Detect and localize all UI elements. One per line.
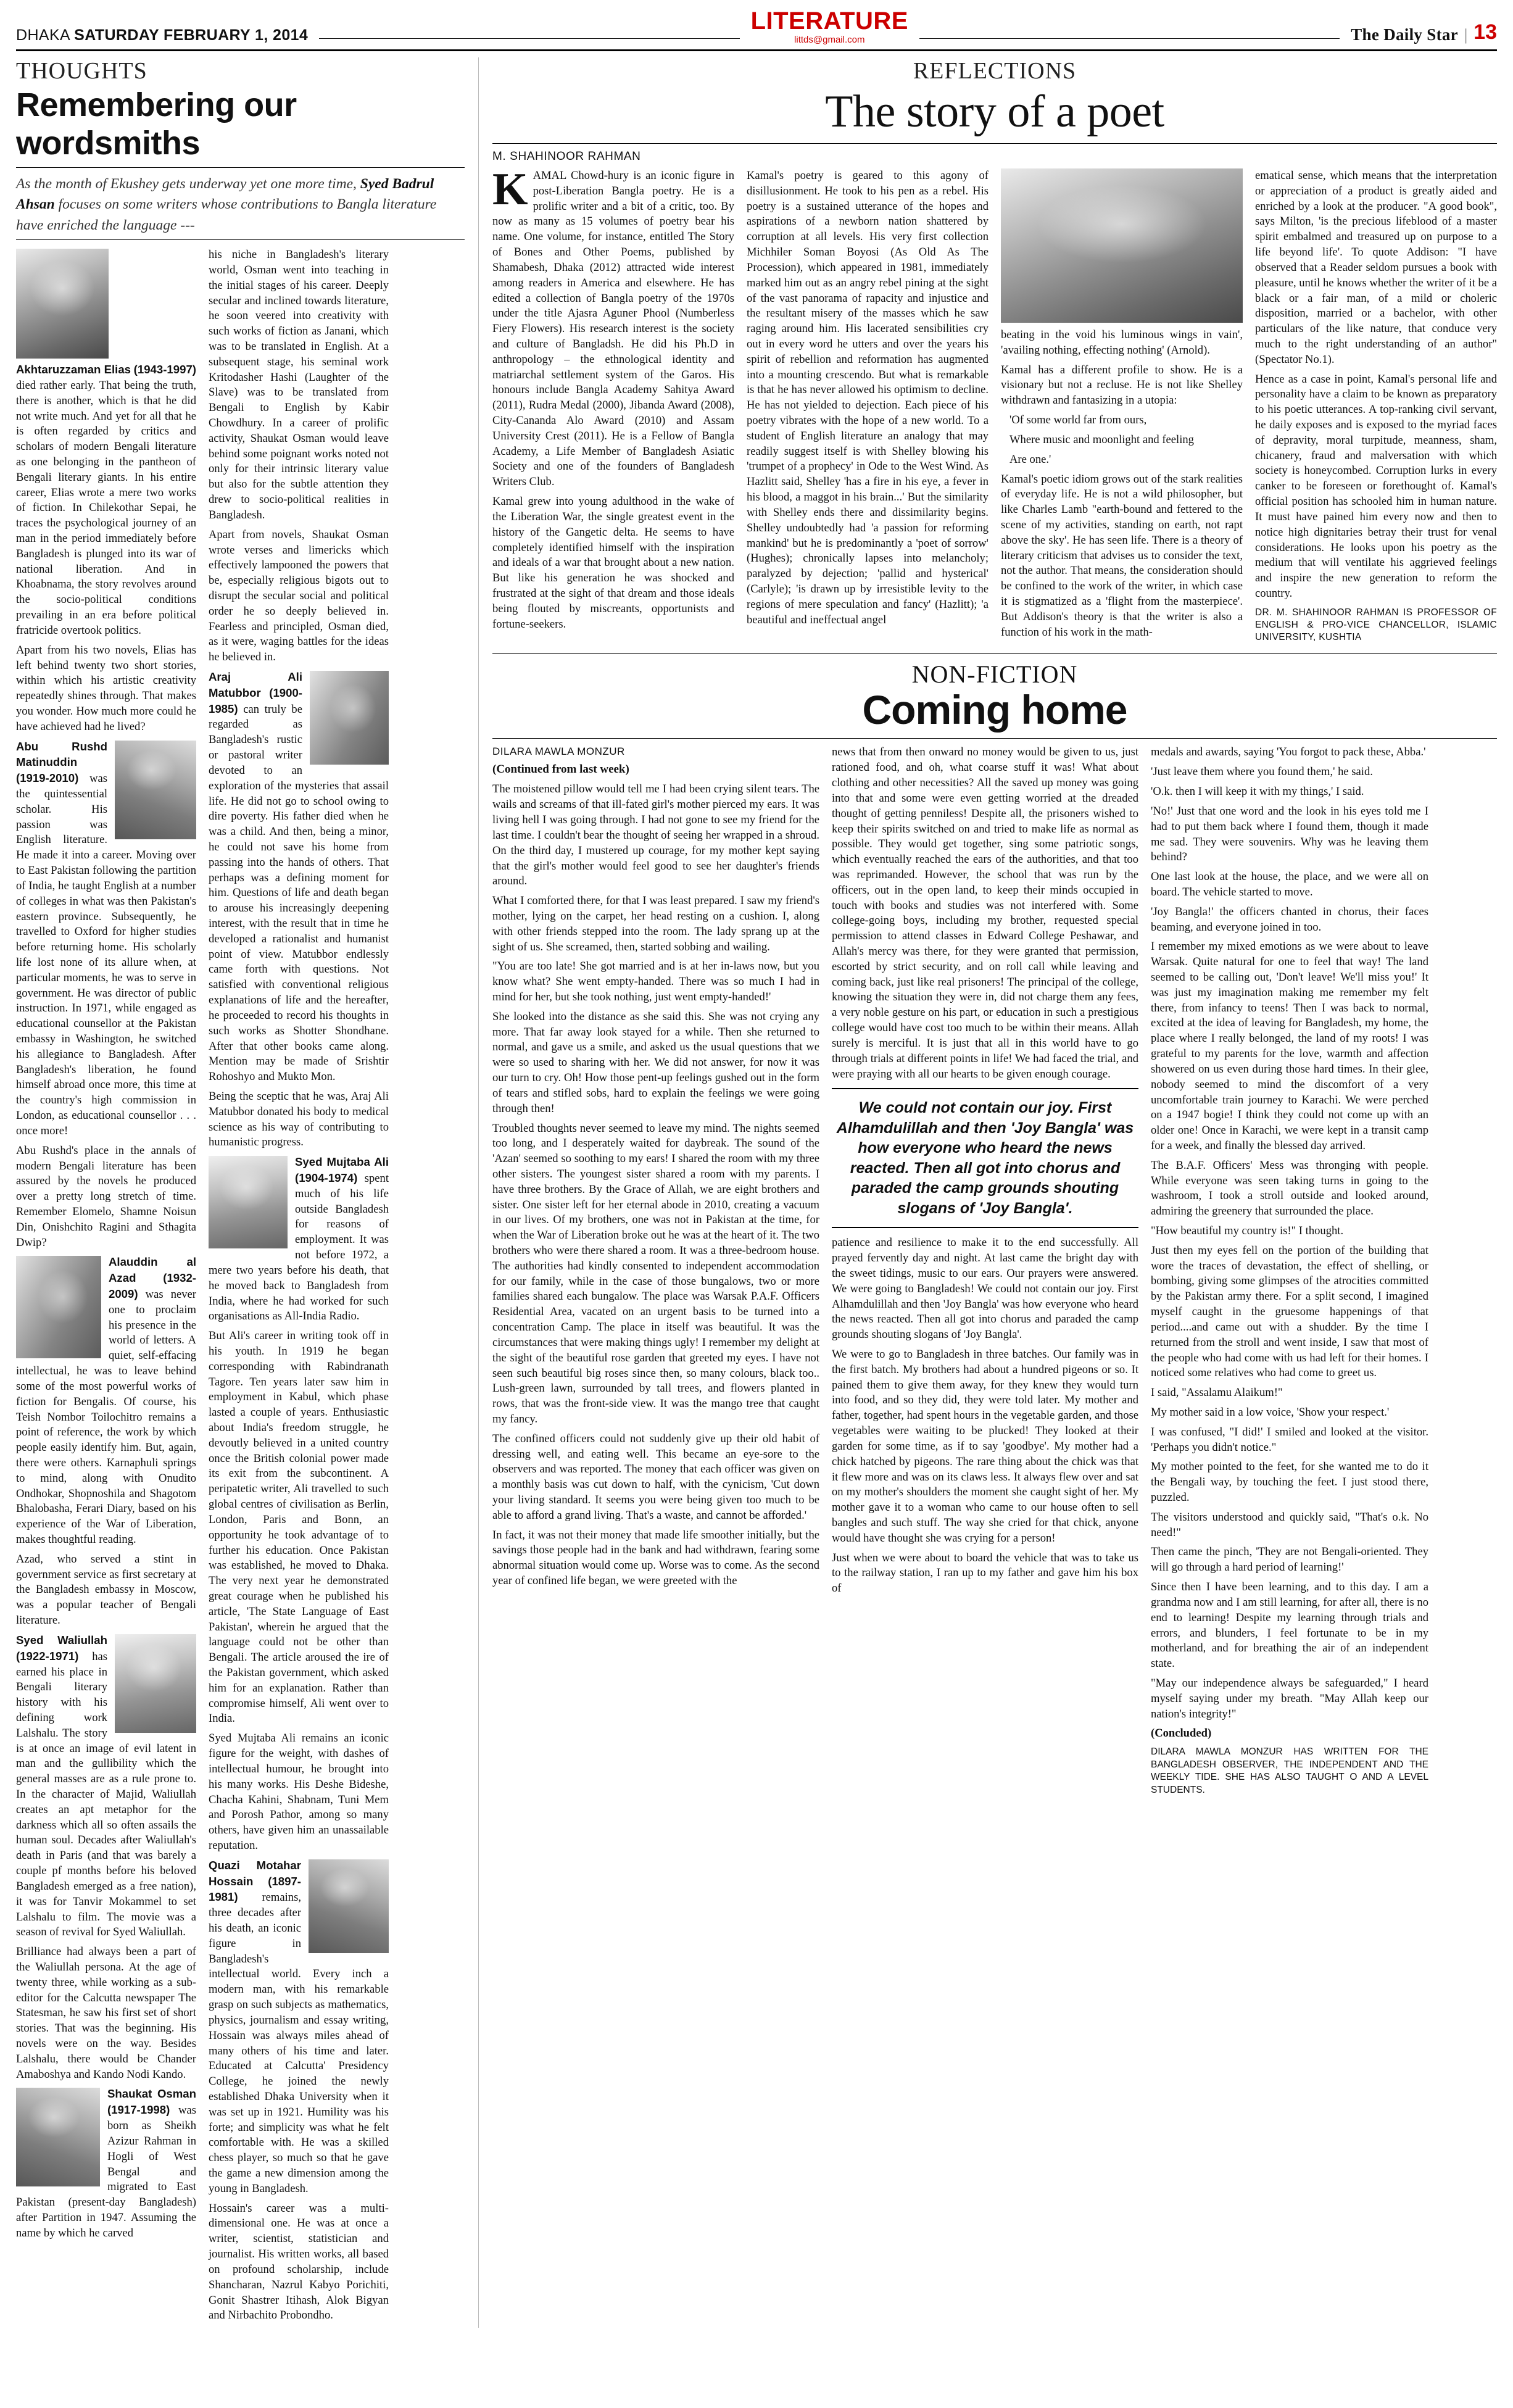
portrait-shaukat-osman (16, 2088, 100, 2186)
portrait-araj-ali-matubbor (310, 671, 389, 765)
thoughts-headline: Remembering our wordsmiths (16, 86, 297, 162)
nonfiction-c3-p13: I was confused, "I did!' I smiled and looked at the visitor. 'Perhaps you didn't notice." (1151, 1425, 1428, 1454)
reflections-c1-p2: Kamal grew into young adulthood in the wake of the Liberation War, the single greatest event in the history of the Gangetic delta. He seems to have completely identified himself with the inspiration and ideals of a war that brought about a new nation. But like his generation he was shocked and frustrated at the sight of that dream and those ideals being flouted by miscreants, opportunists and fortune-seekers. (492, 495, 734, 631)
nonfiction-c3-p15: The visitors understood and quickly said, "That's o.k. No need!" (1151, 1510, 1428, 1539)
nonfiction-c2-p1: news that from then onward no money would be given to us, just rationed food, and oh, what coarse stuff it was! What about clothing and other necessities? All the saved up money was going into that and some were even getting worried at the dreaded thought of getting penniless! Despite all, the prisoners wished to keep their spirits switched on and tried to make life as normal as possible. They would get together, sing some patriotic songs, which eventually reached the ears of the authorities, and that too was reprimanded. However, the school that was run by the officers, out in the open land, to keep their minds occupied in touch with books and studies was not interfered with. Some college-going boys, including my brother, requested special permission to attend classes in Edward College Peshawar, and Allah's mercy was there, for they were granted that permission, escorted by strict security, and on roll call while leaving and coming back, just like real prisoners! The principal of the college, knowing the situation they were in, did not charge them any fees, a very noble gesture on his part, or education in such a prestigious college would have cost too much to be within their means. Allah surely is merciful. It is just that all in this world have to go through trials at different points in life! We had faced the trial, and were praying with all our hearts to be given enough courage. (832, 745, 1138, 1081)
portrait-kamal-chowdhury (1001, 168, 1243, 323)
masthead (16, 0, 1497, 44)
masthead-rule-right (919, 38, 1340, 39)
thoughts-c2-p5: spent much of his life outside Bangladesh for reasons of employment. It was not before 1972, a mere two years before his death, that he moved back to Bangladesh from India, where he had worked for such organisations as All-India Radio. (209, 1172, 389, 1323)
masthead-divider (16, 49, 1497, 51)
reflections-column-3 (1001, 168, 1243, 644)
page-number: 13 (1474, 20, 1497, 44)
nonfiction-c3-p5: One last look at the house, the place, and we were all on board. The vehicle started to move. (1151, 870, 1428, 899)
nonfiction-c3-p4: 'No!' Just that one word and the look in his eyes told me I had to put them back where I found them, though it made me sad. They were souvenirs. Why was he leaving them behind? (1151, 804, 1428, 864)
thoughts-c1-p5: was never one to proclaim his presence in the world of letters. A quiet, self-effacing intellectual, he was to leave behind some of the most powerful works of fiction for Bengalis. Of course, his Teish Nombor Toilochitro remains a point of reference, the work by which people easily identify him. But, again, there were others. Karnaphuli springs to mind, along with Onudito Ondhokar, Shopnoshila and Shagotom Bhalobasha, Ferari Diary, based on his experience of the War of Liberation, makes thoughtful reading. (16, 1288, 196, 1547)
standfirst-pre: As the month of Ekushey gets underway yet one more time, (16, 176, 360, 192)
reflections-kicker: REFLECTIONS (913, 58, 1077, 84)
masthead-section-block (751, 9, 908, 44)
writer-name-mujtaba-ali: Syed Mujtaba Ali (295, 1155, 389, 1169)
writer-name-waliullah: Syed Waliullah (16, 1633, 107, 1646)
thoughts-c1-p1: died rather early. That being the truth, there is another, which is that he did not write much. And yet for all that he is often regarded by critics and scholars of modern Bengali literature as one belonging in the pantheon of Bengali literary giants. In his entire career, Elias wrote a mere two works of fiction. In Chilekothar Sepai, he traces the psychological journey of an man in the period immediately before Bangladesh is plunged into its war of national liberation. And in Khoabnama, the story revolves around the socio-political conditions prevailing in an era before political fratricide overtook politics. (16, 378, 196, 637)
thoughts-kicker: THOUGHTS (16, 58, 147, 84)
reflections-c2-p1: Kamal's poetry is geared to this agony of disillusionment. He took to his pen as a rebel. His poetry is a sustained utterance of the hopes and aspirations of a newborn nation shattered by corruption at all levels. His very first collection Michhiler Soman Boyosi (As Old As The Procession), which appeared in 1981, immediately marked him out as an angry rebel pining at the sight of the vast panorama of rapacity and injustice and the resultant misery of the masses which he saw raging around him. His lacerated sensibilities cry out in every word he utters and over the years his spirit of rebellion and reformation has augmented into a mounting crescendo. But what is remarkable is that he has never allowed his optimism to decline. He has not yielded to dejection. Each piece of his poetry vibrates with the hope of a new world. To a student of English literature an analogy that may readily suggest itself is with Shelley blowing his 'trumpet of a prophecy' in Ode to the West Wind. As Hazlitt said, Shelley 'has a fire in his eye, a fever in his blood, a maggot in his brain...' But the similarity with Shelley ends there and dissimilarity begins. Shelley undoubtedly had 'a passion for reforming mankind' but he is predominantly a 'poet of sorrow' (Hughes); chronically lapses into melancholy; paralyzed by dejection; 'pallid and hysterical' (Carlyle); 'is drawn up by irresistible levity to the regions of mere speculation and fancy' (Hazlitt); 'a beautiful and ineffectual angel (747, 169, 989, 626)
column-gap-4 (1243, 168, 1255, 644)
reflections-headline: The story of a poet (825, 86, 1164, 137)
portrait-akhtaruzzaman-elias (16, 249, 109, 359)
reflections-c3-p2: Kamal has a different profile to show. He is a visionary but not a recluse. He is not like Shelley withdrawn and fantasizing in a utopia: (1001, 363, 1243, 407)
masthead-section-title: LITERATURE (750, 7, 908, 35)
reflections-quote-line-3: Are one.' (1009, 452, 1051, 466)
column-gap-3 (989, 168, 1001, 644)
portrait-alauddin-al-azad (16, 1256, 101, 1358)
masthead-brand-block (1351, 20, 1497, 44)
reflections-c1-p1: KAMAL Chowd-hury is an iconic figure in post-Liberation Bangla poetry. He is a prolific writer and a bit of a critic, too. By now as many as 15 volumes of poetry bear his name. One volume, for instance, entitled The Story of Bones and Other Poems, published by Shamabesh, Dhaka (2012) attracted wide interest among readers in America and elsewhere. He has edited a collection of Bangla poetry of the 1970s under the title Ajasra Aguner Phool (Numberless Fiery Flowers). His research interest is the society and culture of Bangladsh. He did his Ph.D in anthropology – the ethnological identity and matriarchal settlement system of the Garos. His honours include Bangla Academy Sahitya Award (2011), Rudra Medal (2000), Jibanda Award (2008), City-Cananda Alo Award (2010) and Assam University Crest (2011). He is a Fellow of Bangla Academy, a Life Member of Bangladesh Asiatic Society and one of the founders of Bangladesh Writers Club. (492, 164, 734, 489)
nonfiction-c2-p2: patience and resilience to make it to the end successfully. All prayed fervently day and night. At last came the bright day with the sweet tidings, music to our ears. Our prayers were answered. We were going to Bangladesh! We could not contain our joy. First Alhamdulillah and then 'Joy Bangla' was how everyone who heard the news reacted. Then all got into chorus and paraded the camp grounds shouting slogans of 'Joy Bangla'. (832, 1236, 1138, 1342)
nonfiction-continued-note: (Continued from last week) (492, 763, 629, 776)
nonfiction-byline: DILARA MAWLA MONZUR (492, 745, 625, 758)
nonfiction-column-2 (832, 745, 1138, 1796)
thoughts-c1-p9: was born as Sheikh Azizur Rahman in Hogli of West Bengal and migrated to East Pakistan (present-day Bangladesh) after Partition in 1947. Assuming the name by which he carved (16, 2104, 196, 2240)
thoughts-standfirst (16, 174, 465, 236)
writer-years-azad: (1932-2009) (109, 1271, 196, 1301)
standfirst-post: focuses on some writers whose contributions to Bangla literature have enriched the language --- (16, 196, 437, 233)
right-column-block (492, 57, 1497, 2328)
reflections-column-1 (492, 164, 734, 644)
thoughts-c2-p4: Being the sceptic that he was, Araj Ali Matubbor donated his body to medical science as his way of contributing to humanistic progress. (209, 1089, 389, 1149)
writer-name-elias: Akhtaruzzaman Elias (16, 363, 131, 376)
nonfiction-headline: Coming home (862, 687, 1127, 733)
writer-name-azad: Alauddin al Azad (109, 1255, 196, 1285)
nonfiction-c3-p9: "How beautiful my country is!" I thought. (1151, 1224, 1344, 1237)
nonfiction-column-3 (1151, 745, 1428, 1796)
reflections-c4-p1: ematical sense, which means that the interpretation or appreciation of a product is greatly aided and enriched by a look at the producer. "A good book", says Milton, 'is the precious lifeblood of a master spirit embalmed and treasured up on purpose to a life beyond life'. To quote Addison: "I have observed that a Reader seldom pursues a book with pleasure, until he knows whether the writer of it be a black or a fair man, of a mild or choleric disposition, married or a bachelor, with other particulars of the like nature, that conduce very much to the right understanding of an author" (Spectator No.1). (1255, 169, 1497, 366)
writer-years-hossain: (1897-1981) (209, 1874, 301, 1904)
nonfiction-concluded-note: (Concluded) (1151, 1727, 1212, 1740)
masthead-separator: | (1464, 26, 1468, 44)
writer-years-elias: (1943-1997) (133, 363, 196, 376)
masthead-brand: The Daily Star (1351, 25, 1458, 44)
nonfiction-c1-p7: In fact, it was not their money that made life smoother initially, but the savings those people had in the bank and had withdrawn, fearing some abnormal situation would come up. Worse was to come. As the second year of confined life began, we were greeted with the (492, 1528, 819, 1588)
writer-years-mujtaba-ali: (1904-1974) (295, 1171, 358, 1185)
portrait-abu-rushd-matinuddin (115, 741, 196, 839)
writer-years-matubbor: (1900-1985) (209, 686, 302, 715)
masthead-email: littds@gmail.com (794, 35, 865, 45)
thoughts-c2-p8: remains, three decades after his death, an iconic figure in Bangladesh's intellectual world. Every inch a modern man, with his remarkable grasp on such subjects as mathematics, physics, journalism and essay writing, Hossain was always miles ahead of many others of his time and later. Educated at Calcutta' Presidency College, he joined the newly established Dhaka University when it was set up in 1921. Humility was his forte; and simplicity was what he felt comfortable with. He was a skilled chess player, so much so that he gave the game a new dimension among the young in Bangladesh. (209, 1891, 389, 2195)
reflections-author-credit: DR. M. SHAHINOOR RAHMAN IS PROFESSOR OF ENGLISH & PRO-VICE CHANCELLOR, ISLAMIC UNIVERSITY, KUSHTIA (1255, 607, 1497, 643)
nonfiction-c3-p6: 'Joy Bangla!' the officers chanted in chorus, their faces beaming, and everyone joined in too. (1151, 905, 1428, 934)
writer-years-osman: (1917-1998) (107, 2103, 170, 2117)
article-thoughts (16, 57, 465, 2328)
nonfiction-c3-p8: The B.A.F. Officers' Mess was thronging with people. While everyone was seen taking turns in going to the washroom, I took a stroll outside and looked around, admiring the greenery that surrounded the place. (1151, 1158, 1428, 1218)
reflections-c3-p1: beating in the void his luminous wings in vain', 'availing nothing, effecting nothing' (Arnold). (1001, 328, 1243, 357)
nonfiction-c3-p12: My mother said in a low voice, 'Show your respect.' (1151, 1405, 1390, 1419)
writer-name-matubbor: Araj Ali Matubbor (209, 670, 302, 699)
nonfiction-c1-p2: What I comforted there, for that I was least prepared. I saw my friend's mother, lying on the carpet, her head resting on a cushion. I, along with other friends stepped into the room. The lady sprang up at the sight of us. She screamed, then, started sobbing and wailing. (492, 894, 819, 953)
column-gap-2 (734, 168, 747, 644)
article-reflections (492, 57, 1497, 644)
nonfiction-c3-p16: Then came the pinch, 'They are not Bengali-oriented. They will go through a hard period of learning!' (1151, 1545, 1428, 1574)
column-gap-1 (196, 247, 209, 2328)
masthead-dateline (16, 27, 308, 44)
thoughts-c2-p7: Syed Mujtaba Ali remains an iconic figure for the weight, with dashes of intellectual humour, he brought into his many works. His Deshe Bideshe, Chacha Kahini, Shabnam, Tuni Mem and Porosh Pathor, among so many others, have given him an unassailable reputation. (209, 1732, 389, 1852)
nonfiction-c2-p4: Just when we were about to board the vehicle that was to take us to the railway station, I ran up to my father and gave him his box of (832, 1551, 1138, 1595)
portrait-syed-waliullah (115, 1634, 196, 1733)
nonfiction-c3-p10: Just then my eyes fell on the portion of the building that wore the traces of devastation, the effect of shelling, or bombing, giving some glimpses of the atrocities committed by the Pakistan army there. For a split second, I imagined myself caught in the gruesome happenings of that period....and came out with a shudder. By the time I returned from the stroll and went inside, I saw that most of the people who had come with us had left for their homes. I noticed some relatives who had come to greet us. (1151, 1243, 1428, 1380)
writer-name-matinuddin: Abu Rushd Matinuddin (16, 739, 107, 769)
nonfiction-c1-p6: The confined officers could not suddenly give up their old habit of dressing well, and eating well. This became an eye-sore to the observers and was reported. The money that each officer was given on a monthly basis was cut down to half, with the cynicism, 'Cut down your living standard. It seems you were being given too much to be able to afford a grand living. That's a waste, and cannot be afforded.' (492, 1432, 819, 1522)
nonfiction-column-1 (492, 745, 819, 1796)
thoughts-columns (16, 247, 465, 2328)
thoughts-c2-p3: can truly be regarded as Bangladesh's rustic or pastoral writer devoted to an exploration of the mysteries that assail life. He did not go to school owing to dire poverty. His father died when he was a child. And then, being a minor, he could not save his home from passing into the hands of others. That perhaps was a defining moment for him. Questions of life and death began to arouse his increasingly deepening interest, with the result that in time he developed a rationalist and humanist point of view. Matubbor endlessly came forth with questions. Not satisfied with conventional religious explanations of life and the hereafter, he proceeded to record his thoughts in such works as Shotter Shondhane. After that other books came along. Mention may be made of Srishtir Rohoshyo and Mukto Mon. (209, 702, 389, 1084)
standfirst-author: Syed Badrul Ahsan (16, 176, 434, 213)
thoughts-column-2 (209, 247, 389, 2328)
nonfiction-c3-p1: medals and awards, saying 'You forgot to pack these, Abba.' (1151, 745, 1426, 759)
writer-years-matinuddin: (1919-2010) (16, 771, 79, 785)
thoughts-column-1 (16, 247, 196, 2328)
writer-years-waliullah: (1922-1971) (16, 1649, 79, 1663)
reflections-divider (492, 143, 1497, 144)
reflections-columns (492, 164, 1497, 644)
vertical-divider (478, 57, 479, 2328)
thoughts-c1-p4: Abu Rushd's place in the annals of modern Bengali literature has been assured by the novels he produced over a pretty long stretch of time. Remember Elomelo, Shamne Noisun Din, Onishchito Ragini and Sthagita Dwip? (16, 1144, 196, 1249)
thoughts-c2-p9: Hossain's career was a multi-dimensional one. He was at once a writer, scientist, statistician and journalist. His written works, all based on profound scholarship, include Shancharan, Nazrul Kabyo Porichiti, Gonit Shastrer Itihash, Alok Bigyan and Nirbachito Probondho. (209, 2201, 389, 2322)
nonfiction-c3-p18: "May our independence always be safeguarded," I heard myself saying under my breath. "May Allah keep our nation's integrity!" (1151, 1676, 1428, 1721)
article-nonfiction (492, 660, 1497, 1796)
nonfiction-c3-p14: My mother pointed to the feet, for she wanted me to do it the Bengali way, by touching the feet. I just stood there, puzzled. (1151, 1460, 1428, 1504)
thoughts-c2-p6: But Ali's career in writing took off in his youth. In 1919 he began corresponding with Rabindranath Tagore. Ten years later saw him in employment in Kabul, which phase lasted a couple of years. Enthusiastic about India's freedom struggle, he devoutly believed in a united country once the British colonial power made its exit from the subcontinent. A peripatetic writer, Ali travelled to such global centres of civilisation as Berlin, London, Paris and Bonn, an opportunity he took advantage of to further his education. Once Pakistan was established, he moved to Dhaka. The very next year he demonstrated great courage when he published his article, 'The State Language of East Pakistan', wherein he argued that the language could not be other than Bengali. The article aroused the ire of the Pakistan government, which asked him for an explanation. Rather than compromise himself, Ali went over to India. (209, 1329, 389, 1725)
reflections-quote-line-1: 'Of some world far from ours, (1009, 413, 1147, 427)
nonfiction-c3-p17: Since then I have been learning, and to this day. I am a grandma now and I am still learning, for after all, there is no end to learning! Despite my learning through trials and errors, and blunders, I feel fortunate to be in my motherland, and for breathing the air of an independent state. (1151, 1580, 1428, 1671)
masthead-rule-left (319, 38, 739, 39)
nonfiction-divider (492, 738, 1497, 739)
nonfiction-c1-p5: Troubled thoughts never seemed to leave my mind. The nights seemed too long, and I desperately waited for daybreak. The sound of the 'Azan' seemed so soothing to my ears! I shared the room with my three other sisters. The youngest sister shared a room with my parents. I have three brothers. By the Grace of Allah, we are eight brothers and sister. One sister left for her eternal abode in 2010, creating a vacuum in our lives. Of my brothers, one was not in Pakistan at the time, for when the War of Liberation broke out he was at the heart of it. The two brothers who were there shared a room. It was a three-bedroom house. The authorities had kindly consented to independent accommodation for our family, while in the case of those bungalows, two or more families shared each bungalow. The place was Warsak P.A.F. Officers Residential Area, vacated on an urgent basis to be turned into a concentration Camp. The place in itself was beautiful. It was the circumstances that were making things ugly! I remember my delight at the sight of the beautiful rose garden that greeted my eyes. I have not seen such beautiful big roses since then, so many colours, black too.. Lush-green lawn, surrounded by tall trees, and flowers planted in rows, that was the front-side view. It was the mango tree that caught my fancy. (492, 1121, 819, 1426)
reflections-byline: M. SHAHINOOR RAHMAN (492, 150, 641, 163)
column-gap-5 (819, 745, 832, 1796)
column-gap-6 (1138, 745, 1151, 1796)
thoughts-c1-p8: Brilliance had always been a part of the Waliullah persona. At the age of twenty three, while working as a sub-editor for the Calcutta newspaper The Statesman, he saw his first set of short stories. That was the beginning. His novels were on the way. Besides Lalshalu, there would be Chander Amaboshya and Kando Nodi Kando. (16, 1945, 196, 2081)
nonfiction-top-divider (492, 653, 1497, 654)
reflections-column-4 (1255, 168, 1497, 644)
thoughts-divider-2 (16, 239, 465, 240)
thoughts-c2-p2: Apart from novels, Shaukat Osman wrote verses and limericks which effectively lampooned the powers that be, especially religious bigots out to disrupt the secular social and political order he so deeply believed in. Fearless and principled, Osman died, as it were, waging battles for the ideas he believed in. (209, 528, 389, 664)
nonfiction-c3-p2: 'Just leave them where you found them,' he said. (1151, 765, 1373, 779)
thoughts-divider (16, 167, 465, 168)
nonfiction-c3-p7: I remember my mixed emotions as we were about to leave Warsak. Quite natural for one to feel that way! The land seemed to be calling out, 'Don't leave! We'll miss you!' It was just my imagination making me remember my felt there, from infancy to teens! Then I was back to normal, excited at the idea of leaving for Bangladesh, my home, the place where I really belonged, the land of my roots! I was grateful to my parents for the love, warmth and affection showered on us even during those hard times. In their glee, nobody seemed to mind the discomfort of a very uncomfortable train journey to Karachi. We were perched on a 1947 bogie! I think they could not come up with an older one! Once in Karachi, we were kept in a transit camp for a week, and finally the blessed day arrived. (1151, 940, 1428, 1152)
nonfiction-c1-p3: "You are too late! She got married and is at her in-laws now, but you know what? She went empty-handed. There was so much I had in mind for her, but she took nothing, just went empty-handed!' (492, 960, 819, 1004)
nonfiction-c1-p4: She looked into the distance as she said this. She was not crying any more. That far away look stayed for a while. Then she returned to normal, and gave us a smile, and asked us the usual questions that we were so used to sharing with her. We did not answer, for now it was our turn to cry. Oh! How those pent-up feelings gushed out in the form of tears and stifled sobs, hard to explain the feelings we were going through then! (492, 1010, 819, 1115)
portrait-syed-mujtaba-ali (209, 1156, 288, 1248)
nonfiction-pullquote: We could not contain our joy. First Alhamdulillah and then 'Joy Bangla' was how everyone who heard the news reacted. Then all got into chorus and paraded the camp grounds shouting slogans of 'Joy Bangla'. (832, 1088, 1138, 1228)
thoughts-c1-p2: Apart from his two novels, Elias has left behind twenty two short stories, within which his artistic creativity repeatedly shines through. That makes you wonder. How much more could he have achieved had he lived? (16, 643, 196, 733)
reflections-column-2 (747, 168, 989, 644)
masthead-date: SATURDAY FEBRUARY 1, 2014 (74, 27, 309, 44)
thoughts-c1-p3: was the quintessential scholar. His passion was English literature. He made it into a career. Moving over to East Pakistan following the partition of India, he taught English at a number of colleges in what was then Pakistan's eastern province. Subsequently, he travelled to Oxford for higher studies before returning home. His scholarly life lost none of its allure when, at particular moments, he was to serve in government. He was director of public instruction. In 1971, while engaged as educational counsellor at the Pakistan embassy in Washington, he switched his allegiance to Bangladesh. After Bangladesh's liberation, he found himself abroad once more, this time at the country's high commission in London, as educational counsellor . . . once more! (16, 772, 196, 1137)
reflections-c4-p2: Hence as a case in point, Kamal's personal life and personality have a claim to be known as preparatory to his poetic utterances. A top-ranking civil servant, he daily exposes and is exposed to the myriad faces of depravity, moral turpitude, meanness, sham, chicanery, fraud and malversation with which society is honeycombed. Corruption lurks in every canker to be foreseen or forethought of. Kamal's official position has schooled him in human nature. It must have pained him every now and then to notice high dignitaries betray their trust for venal considerations. He looks upon his poetry as the medium that will ventilate his aggrieved feelings and inspire the new generation to reform the country. (1255, 372, 1497, 600)
nonfiction-kicker: NON-FICTION (911, 660, 1078, 689)
masthead-city: DHAKA (16, 27, 70, 44)
thoughts-c2-p1: his niche in Bangladesh's literary world, Osman went into teaching in the initial stages of his career. Deeply secular and inclined towards literature, he soon veered into creativity with such works of fiction as Janani, which was to be translated in English. At a subsequent stage, his seminal work Kritodasher Hashi (Laughter of the Slave) was to be translated from Bengali to English by Kabir Chowdhury. In a career of prolific activity, Shaukat Osman would leave behind some poignant works noted not only for their intrinsic literary value but also for the subtle attention they drew to socio-political realities in Bangladesh. (209, 248, 389, 521)
nonfiction-author-credit: DILARA MAWLA MONZUR HAS WRITTEN FOR THE BANGLADESH OBSERVER, THE INDEPENDENT AND THE WEEKLY TIDE. SHE HAS ALSO TAUGHT O AND A LEVEL STUDENTS. (1151, 1746, 1428, 1795)
portrait-quazi-motahar-hossain (309, 1859, 389, 1953)
nonfiction-c1-p1: The moistened pillow would tell me I had been crying silent tears. The wails and screams of that ill-fated girl's mother pierced my ears. It was living hell I was going through. I had not gone to see my friend for the last time. I couldn't bear the thought of seeing her wrapped in a shroud. On the third day, I mustered up courage, for my mother kept saying that the girl's mother would feel good to see her daughter's friends around. (492, 783, 819, 888)
nonfiction-c3-p3: 'O.k. then I will keep it with my things,' I said. (1151, 785, 1364, 799)
writer-name-hossain: Quazi Motahar Hossain (209, 1858, 301, 1888)
thoughts-c1-p7: has earned his place in Bengali literary history with his defining work Lalshalu. The story is at once an image of evil latent in man and the gullibility which the general masses are as a rule prone to. In the character of Majid, Waliullah creates an apt metaphor for the darkness which all so often assails the human soul. Decades after Waliullah's death in Paris (and that was barely a couple pf months before his beloved Bangladesh emerged as a free nation), it was for Tanvir Mokammel to set Lalshalu to film. The movie was a season of revival for Syed Waliullah. (16, 1650, 196, 1939)
nonfiction-c3-p11: I said, "Assalamu Alaikum!" (1151, 1386, 1283, 1400)
nonfiction-columns (492, 745, 1497, 1796)
thoughts-c1-p6: Azad, who served a stint in government service as first secretary at the Bangladesh embassy in Moscow, was a popular teacher of Bengali literature. (16, 1552, 196, 1627)
nonfiction-c2-p3: We were to go to Bangladesh in three batches. Our family was in the first batch. My brothers had about a hundred pigeons or so. It pained them to give them away, for they knew they would turn into food, and so they did, they were told later. My mother and father, together, had spent hours in the vegetable garden, and those vegetables were waiting to be plucked! They looked at their garden for some time, as if to say 'goodbye'. My mother had a chick hatched by pigeons. The rare thing about the chick was that it flew more and was on its claws less. It always flew over and sat on my mother's shoulders the moment she caught sight of her. My mother gave it to a woman who came to our house often to sell bangles and such stuff. The way she cried for that chick, anyone would have thought she was crying for a person! (832, 1348, 1138, 1545)
page-body (16, 57, 1497, 2328)
writer-name-osman: Shaukat Osman (107, 2087, 196, 2101)
reflections-c3-p3: Kamal's poetic idiom grows out of the stark realities of everyday life. He is not a wild philosopher, but like Charles Lamb "earth-bound and fettered to the scene of my activities, standing on earth, not rapt above the sky'. He has seen life. There is a theory of literary criticism that advises us to consider the text, not the author. That means, the consideration should be confined to the work of the writer, in which case it is stigmatized as a 'flight from the masterpiece'. But Addison's theory is that the writer is also a function of his work in the math- (1001, 472, 1243, 639)
reflections-quote-line-2: Where music and moonlight and feeling (1009, 433, 1194, 446)
